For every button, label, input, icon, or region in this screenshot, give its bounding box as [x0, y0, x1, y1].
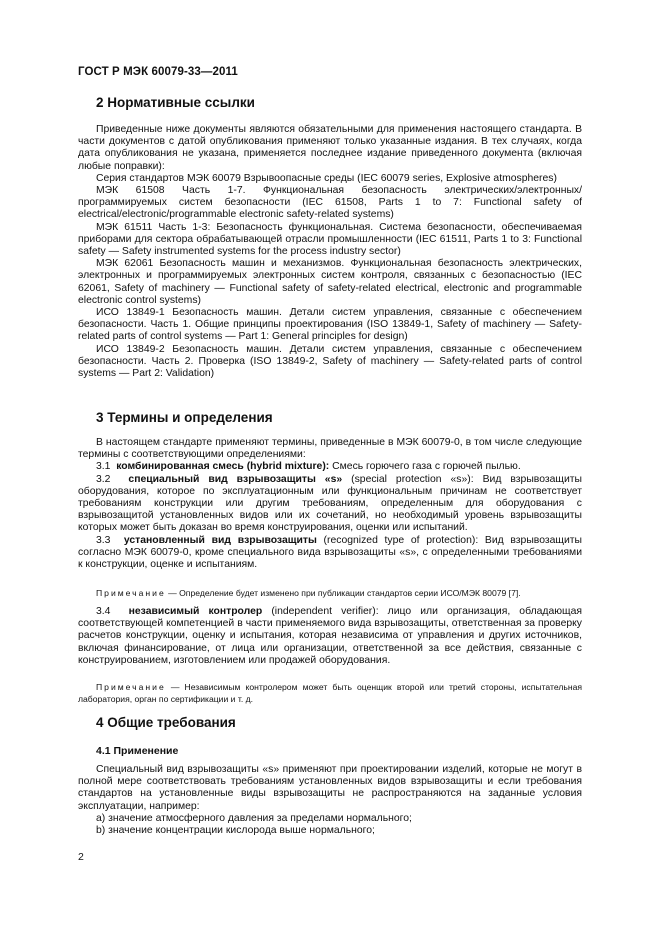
term-number: 3.4: [96, 606, 111, 617]
term-number: 3.3: [96, 534, 111, 546]
section-4-title: 4 Общие требования: [96, 715, 236, 730]
term-name: независимый контролер: [128, 606, 263, 617]
section-3-body-b: [78, 606, 582, 667]
paragraph: МЭК 61508 Часть 1-7. Функциональная безопасность электрических/электронных/программируемых систем безопасности (IEC 61508, Parts 1 to 7: Functional safety of electrical/electronic/programmable electronic safety-related systems): [78, 185, 582, 221]
paragraph: Серия стандартов МЭК 60079 Взрывоопасные среды (IEC 60079 series, Explosive atmospheres): [96, 172, 557, 184]
term-number: 3.2: [96, 473, 111, 485]
term-number: 3.1: [96, 461, 111, 473]
paragraph: ИСО 13849-2 Безопасность машин. Детали систем управления, связанные с обеспечением безопасности. Часть 2. Проверка (ISO 13849-2, Safety of machinery — Safety-related parts of control systems — Part 2: Validation): [78, 343, 582, 380]
paragraph: Приведенные ниже документы являются обязательными для применения настоящего стандарта. В части документов с датой опубликования применяют только указанные издания. В тех случаях, когда дата опубликования не указана, применяется последнее издание приведенного документа (включая любые поправки):: [78, 124, 582, 172]
paragraph: В настоящем стандарте применяют термины, приведенные в МЭК 60079-0, в том числе следующие термины с соответствующими определениями:: [78, 437, 582, 461]
term-name: специальный вид взрывозащиты «s»: [128, 473, 343, 485]
note-text: — Независимым контролером может быть оценщик второй или третий стороны, испытательная лаборатория, орган по сертификации и т. д.: [78, 682, 582, 704]
subsection-4-1-title: 4.1 Применение: [96, 745, 179, 757]
note-text: — Определение будет изменено при публикации стандартов серии ИСО/МЭК 80079 [7].: [165, 588, 521, 598]
section-4-body: [78, 764, 582, 837]
paragraph: МЭК 61511 Часть 1-3: Безопасность функциональная. Система безопасности, обеспечиваемая приборами для сектора обрабатывающей отрасли промышленности (IEC 61511, Parts 1 to 3: Functional safety — Safety instrumented systems for the process industry sector): [78, 221, 582, 258]
note-1: [78, 588, 582, 600]
term-definition: Смесь горючего газа с горючей пылью.: [329, 461, 521, 473]
paragraph: МЭК 62061 Безопасность машин и механизмов. Функциональная безопасность электрических, электронных и программируемых электронных систем контроля, связанных с безопасностью (IEC 62061, Safety of machinery — Functional safety of safety-related electrical, electronic and programmable electronic control systems): [78, 258, 582, 306]
section-3-body-a: [78, 437, 582, 571]
note-label: Примечание: [96, 682, 166, 692]
term-definition: (special protection «s»): Вид взрывозащиты оборудования, которое по эксплуатационным или функциональным причинам не соответствует требованиям конструкции или другим требованиям, определенным для оборудования с взрывозащитой установленных видов или их сочетаний, но необходимый уровень взрывозащиты которых может быть доказан во время конструирования, оценки или испытаний.: [78, 473, 582, 534]
term-name: комбинированная смесь (hybrid mixture):: [116, 461, 330, 473]
section-2-title: 2 Нормативные ссылки: [96, 95, 255, 110]
term-3-3: [78, 535, 582, 572]
term-3-2: [78, 474, 582, 535]
term-name: установленный вид взрывозащиты: [123, 534, 317, 546]
term-definition: (recognized type of protection): Вид взрывозащиты согласно МЭК 60079-0, кроме специального вида взрывозащиты «s», с определенными требованиями к конструкции, оценке и испытаниям.: [78, 534, 582, 571]
term-3-4: [78, 606, 582, 667]
paragraph: ИСО 13849-1 Безопасность машин. Детали систем управления, связанные с обеспечением безопасности. Часть 1. Общие принципы проектирования (ISO 13849-1, Safety of machinery — Safety-related parts of control systems — Part 1: General principles for design): [78, 307, 582, 343]
list-item: a) значение атмосферного давления за пределами нормального;: [96, 812, 412, 824]
term-definition: (independent verifier): лицо или организация, обладающая соответствующей компетенцией в части применяемого вида взрывозащиты, ответственная за проверку расчетов конструкции, оценку и испытания, которая независима от управления и других источников, включая финансирование, от лица или организации, ответственной за все действия, связанные с конструированием, изготовлением или продажей оборудования.: [78, 606, 583, 666]
page-number: 2: [78, 851, 84, 863]
note-2: [78, 682, 582, 705]
note-label: Примечание: [96, 588, 166, 598]
paragraph: Специальный вид взрывозащиты «s» применяют при проектировании изделий, которые не могут в полной мере соответствовать требованиям установленных видов взрывозащиты и если требования стандартов на установленные виды взрывозащиты не распространяются на заданные условия эксплуатации, например:: [78, 764, 582, 812]
section-2-body: [78, 124, 582, 380]
document-header: ГОСТ Р МЭК 60079-33—2011: [78, 66, 238, 78]
term-3-1: [78, 461, 582, 473]
section-3-title: 3 Термины и определения: [96, 410, 273, 425]
list-item: b) значение концентрации кислорода выше нормального;: [96, 825, 375, 837]
